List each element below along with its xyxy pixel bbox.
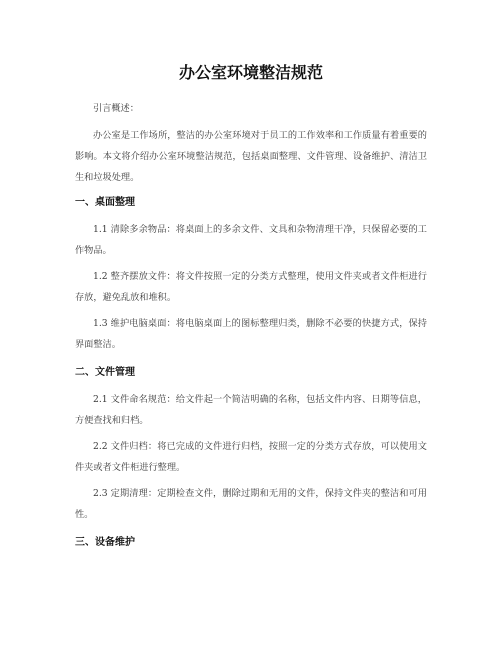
section-item-1-2: 1.2 整齐摆放文件：将文件按照一定的分类方式整理，使用文件夹或者文件柜进行存放，避免乱放和堆积。 — [75, 271, 427, 303]
section-item-1-3: 1.3 维护电脑桌面：将电脑桌面上的图标整理归类，删除不必要的快捷方式，保持界面整洁。 — [75, 318, 427, 350]
section-item-2-3: 2.3 定期清理：定期检查文件，删除过期和无用的文件，保持文件夹的整洁和可用性。 — [75, 488, 427, 520]
intro-label: 引言概述： — [93, 103, 139, 114]
section-item-2-1: 2.1 文件命名规范：给文件起一个简洁明确的名称，包括文件内容、日期等信息，方便查找和归档。 — [75, 394, 427, 426]
section-heading-equipment: 三、设备维护 — [75, 537, 135, 548]
section-item-1-1: 1.1 清除多余物品：将桌面上的多余文件、文具和杂物清理干净，只保留必要的工作物品。 — [75, 224, 427, 256]
document-title: 办公室环境整洁规范 — [178, 63, 323, 82]
section-heading-files: 二、文件管理 — [75, 367, 135, 378]
section-item-2-2: 2.2 文件归档：将已完成的文件进行归档，按照一定的分类方式存放，可以使用文件夹或者文件柜进行整理。 — [75, 441, 427, 473]
intro-paragraph: 办公室是工作场所，整洁的办公室环境对于员工的工作效率和工作质量有着重要的影响。本文将介绍办公室环境整洁规范，包括桌面整理、文件管理、设备维护、清洁卫生和垃圾处理。 — [75, 130, 427, 183]
section-heading-desk: 一、桌面整理 — [75, 197, 135, 208]
